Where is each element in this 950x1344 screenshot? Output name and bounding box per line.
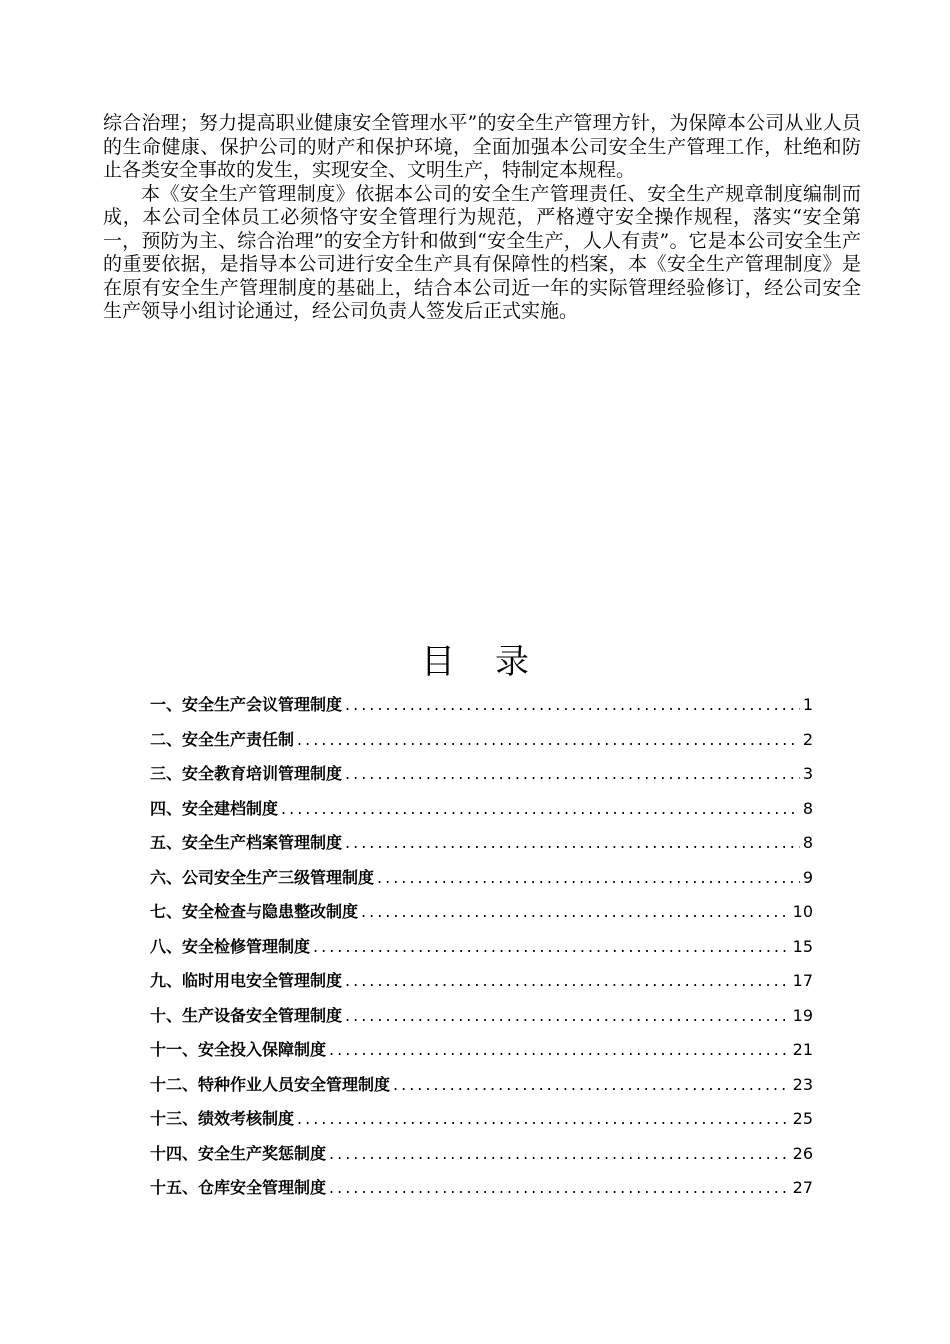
toc-leader-dots — [329, 1178, 790, 1197]
toc-entry[interactable] — [150, 727, 813, 762]
toc-entry-label: 三、安全教育培训管理制度 — [150, 764, 343, 783]
toc-entry-page: 9 — [802, 867, 813, 887]
toc-entry-label: 十一、安全投入保障制度 — [150, 1040, 327, 1059]
toc-entry-page: 10 — [792, 902, 813, 921]
toc-entry-label: 十五、仓库安全管理制度 — [150, 1178, 327, 1197]
toc-entry[interactable] — [150, 830, 813, 865]
toc-entry-page: 19 — [792, 1005, 813, 1025]
toc-entry-page: 17 — [792, 971, 813, 990]
toc-title: 目录 — [421, 642, 569, 682]
toc-entry[interactable] — [150, 1003, 813, 1038]
toc-leader-dots — [345, 833, 800, 852]
toc-leader-dots — [345, 764, 800, 783]
toc-entry[interactable] — [150, 968, 813, 1003]
intro-section — [103, 112, 861, 324]
toc-entry-page: 15 — [792, 936, 813, 956]
toc-entry[interactable] — [150, 1141, 813, 1176]
toc-entry-label: 五、安全生产档案管理制度 — [150, 833, 343, 852]
toc-entry-page: 23 — [792, 1074, 813, 1094]
table-of-contents — [150, 692, 813, 1210]
toc-entry-label: 七、安全检查与隐患整改制度 — [150, 902, 359, 921]
toc-leader-dots — [329, 1040, 790, 1059]
toc-leader-dots — [297, 730, 800, 749]
toc-entry-label: 十三、绩效考核制度 — [150, 1109, 295, 1128]
toc-entry-page: 26 — [792, 1143, 813, 1163]
toc-entry[interactable] — [150, 761, 813, 796]
toc-entry-label: 二、安全生产责任制 — [150, 729, 295, 749]
toc-entry[interactable] — [150, 934, 813, 969]
toc-leader-dots — [377, 868, 800, 887]
toc-entry[interactable] — [150, 1106, 813, 1141]
toc-entry-label: 十二、特种作业人员安全管理制度 — [150, 1074, 391, 1094]
toc-entry-page: 25 — [792, 1109, 813, 1128]
toc-leader-dots — [329, 1144, 790, 1163]
toc-entry[interactable] — [150, 865, 813, 900]
toc-entry-page: 21 — [792, 1040, 813, 1059]
toc-leader-dots — [297, 1109, 790, 1128]
toc-leader-dots — [281, 799, 800, 818]
toc-entry-page: 1 — [802, 695, 813, 714]
toc-leader-dots — [361, 902, 790, 921]
toc-entry-page: 8 — [802, 833, 813, 852]
toc-entry[interactable] — [150, 796, 813, 831]
toc-entry[interactable] — [150, 1072, 813, 1107]
toc-entry-label: 六、公司安全生产三级管理制度 — [150, 867, 375, 887]
toc-entry-label: 九、临时用电安全管理制度 — [150, 971, 343, 990]
intro-paragraph-2: 本《安全生产管理制度》依据本公司的安全生产管理责任、安全生产规章制度编制而成，本公司全体员工必须恪守安全管理行为规范，严格遵守安全操作规程，落实“安全第一，预防为主、综合治理”的安全方针和做到“安全生产，人人有责”。它是本公司安全生产的重要依据，是指导本公司进行安全生产具有保障性的档案，本《安全生产管理制度》是在原有安全生产管理制度的基础上，结合本公司近一年的实际管理经验修订，经公司安全生产领导小组讨论通过，经公司负责人签发后正式实施。 — [103, 182, 861, 322]
toc-entry[interactable] — [150, 1037, 813, 1072]
toc-entry-page: 2 — [802, 729, 813, 749]
toc-leader-dots — [393, 1075, 790, 1094]
toc-leader-dots — [345, 695, 800, 714]
toc-entry-page: 27 — [792, 1178, 813, 1197]
toc-entry-label: 四、安全建档制度 — [150, 798, 279, 818]
toc-entry-label: 一、安全生产会议管理制度 — [150, 695, 343, 714]
toc-entry[interactable] — [150, 692, 813, 727]
intro-paragraph-1: 综合治理；努力提高职业健康安全管理水平”的安全生产管理方针，为保障本公司从业人员的生命健康、保护公司的财产和保护环境，全面加强本公司安全生产管理工作，杜绝和防止各类安全事故的发生，实现安全、文明生产，特制定本规程。 — [103, 112, 861, 181]
toc-entry-page: 3 — [802, 764, 813, 783]
toc-entry[interactable] — [150, 1175, 813, 1210]
toc-entry[interactable] — [150, 899, 813, 934]
toc-leader-dots — [313, 937, 790, 956]
toc-entry-label: 八、安全检修管理制度 — [150, 936, 311, 956]
toc-entry-page: 8 — [802, 798, 813, 818]
toc-entry-label: 十四、安全生产奖惩制度 — [150, 1143, 327, 1163]
toc-entry-label: 十、生产设备安全管理制度 — [150, 1005, 343, 1025]
toc-leader-dots — [345, 971, 790, 990]
toc-leader-dots — [345, 1006, 790, 1025]
